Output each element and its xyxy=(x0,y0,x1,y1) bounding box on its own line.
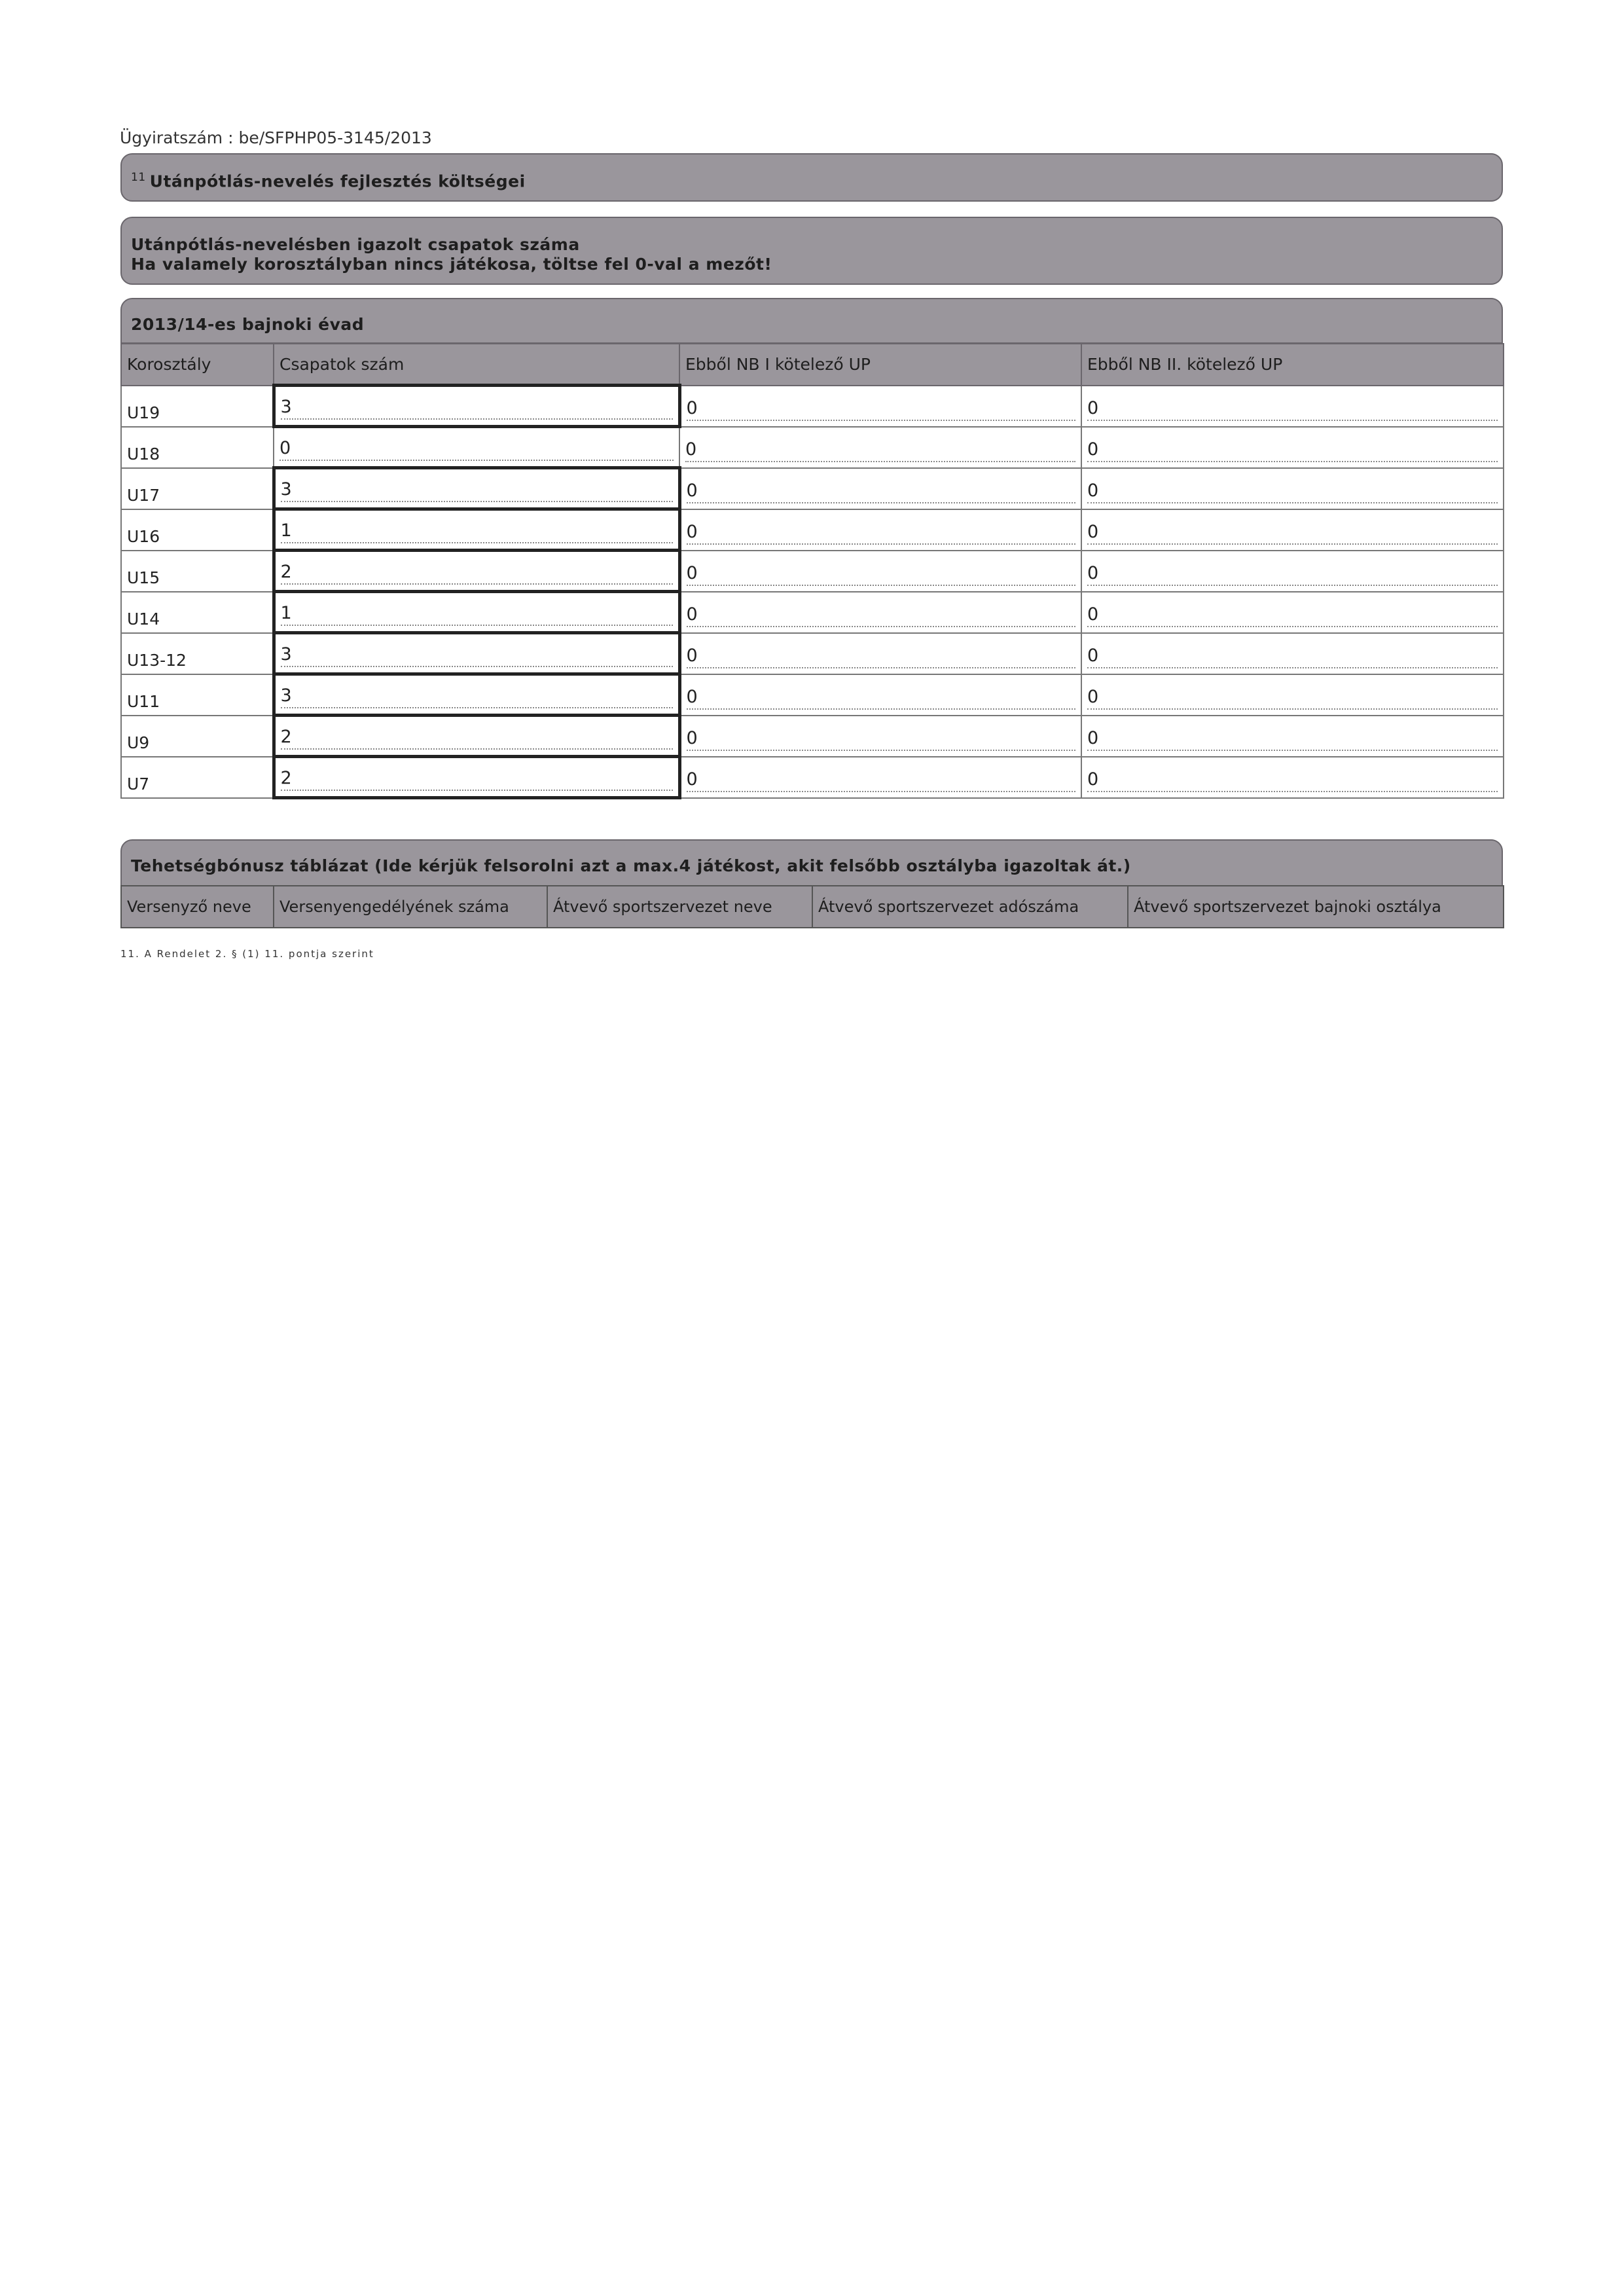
nb1-up-field[interactable]: 0 xyxy=(679,674,1081,716)
header-receiving-club-league: Átvevő sportszervezet bajnoki osztálya xyxy=(1128,886,1504,928)
nb2-up-field[interactable]: 0 xyxy=(1081,716,1504,757)
table-row xyxy=(121,592,1504,633)
table-row xyxy=(121,509,1504,551)
header-license-number: Versenyengedélyének száma xyxy=(274,886,547,928)
nb1-up-field[interactable]: 0 xyxy=(679,509,1081,551)
table-row xyxy=(121,427,1504,468)
age-group: U7 xyxy=(121,757,274,798)
season-table xyxy=(120,343,1504,799)
nb1-up-field[interactable]: 0 xyxy=(679,716,1081,757)
nb2-up-field[interactable]: 0 xyxy=(1081,386,1504,427)
age-group: U13-12 xyxy=(121,633,274,674)
talent-bonus-panel xyxy=(120,839,1503,886)
nb1-up-field[interactable]: 0 xyxy=(679,551,1081,592)
teams-info-panel xyxy=(120,217,1503,285)
age-group: U15 xyxy=(121,551,274,592)
table-row xyxy=(121,633,1504,674)
team-count-field[interactable]: 1 xyxy=(274,509,679,551)
table-row xyxy=(121,386,1504,427)
header-receiving-club-tax-number: Átvevő sportszervezet adószáma xyxy=(812,886,1128,928)
season-table-header xyxy=(121,344,1504,386)
age-group: U17 xyxy=(121,468,274,509)
nb1-up-field[interactable]: 0 xyxy=(679,633,1081,674)
section-title: Utánpótlás-nevelés fejlesztés költségei xyxy=(149,172,526,191)
talent-bonus-table xyxy=(120,885,1504,928)
header-receiving-club-name: Átvevő sportszervezet neve xyxy=(547,886,812,928)
nb1-up-field[interactable]: 0 xyxy=(679,386,1081,427)
nb2-up-field[interactable]: 0 xyxy=(1081,427,1504,468)
team-count-field[interactable]: 3 xyxy=(274,674,679,716)
footnote: 11. A Rendelet 2. § (1) 11. pontja szerint xyxy=(120,948,374,960)
table-row xyxy=(121,757,1504,798)
nb2-up-field[interactable]: 0 xyxy=(1081,551,1504,592)
nb2-up-field[interactable]: 0 xyxy=(1081,633,1504,674)
nb2-up-field[interactable]: 0 xyxy=(1081,509,1504,551)
table-row xyxy=(121,674,1504,716)
header-nb1-up: Ebből NB I kötelező UP xyxy=(679,344,1081,386)
age-group: U11 xyxy=(121,674,274,716)
teams-info-instruction: Ha valamely korosztályban nincs játékosa, töltse fel 0-val a mezőt! xyxy=(131,255,772,274)
header-nb2-up: Ebből NB II. kötelező UP xyxy=(1081,344,1504,386)
header-age-group: Korosztály xyxy=(121,344,274,386)
nb2-up-field[interactable]: 0 xyxy=(1081,757,1504,798)
talent-bonus-title: Tehetségbónusz táblázat (Ide kérjük felsorolni azt a max.4 játékost, akit felsőbb osztályba igazoltak át.) xyxy=(131,856,1131,875)
age-group: U16 xyxy=(121,509,274,551)
age-group: U18 xyxy=(121,427,274,468)
team-count-field[interactable]: 3 xyxy=(274,386,679,427)
teams-info-title: Utánpótlás-nevelésben igazolt csapatok száma xyxy=(131,235,580,254)
age-group: U19 xyxy=(121,386,274,427)
table-row xyxy=(121,468,1504,509)
nb2-up-field[interactable]: 0 xyxy=(1081,674,1504,716)
table-row xyxy=(121,551,1504,592)
team-count-field[interactable]: 2 xyxy=(274,551,679,592)
header-player-name: Versenyző neve xyxy=(121,886,274,928)
team-count-field[interactable]: 2 xyxy=(274,716,679,757)
age-group: U14 xyxy=(121,592,274,633)
header-team-count: Csapatok szám xyxy=(274,344,679,386)
team-count-field[interactable]: 2 xyxy=(274,757,679,798)
nb1-up-field[interactable]: 0 xyxy=(679,757,1081,798)
nb2-up-field[interactable]: 0 xyxy=(1081,592,1504,633)
document-reference: Ügyiratszám : be/SFPHP05-3145/2013 xyxy=(120,128,432,147)
section-title-panel xyxy=(120,153,1503,202)
nb1-up-field[interactable]: 0 xyxy=(679,468,1081,509)
team-count-field[interactable]: 1 xyxy=(274,592,679,633)
age-group: U9 xyxy=(121,716,274,757)
nb1-up-field[interactable]: 0 xyxy=(679,427,1081,468)
nb1-up-field[interactable]: 0 xyxy=(679,592,1081,633)
team-count-field[interactable]: 3 xyxy=(274,468,679,509)
team-count-field[interactable]: 3 xyxy=(274,633,679,674)
team-count-field[interactable]: 0 xyxy=(274,427,679,468)
talent-table-header xyxy=(121,886,1504,928)
season-panel xyxy=(120,298,1503,344)
season-title: 2013/14-es bajnoki évad xyxy=(131,315,365,334)
footnote-marker: 11 xyxy=(131,171,146,184)
nb2-up-field[interactable]: 0 xyxy=(1081,468,1504,509)
table-row xyxy=(121,716,1504,757)
